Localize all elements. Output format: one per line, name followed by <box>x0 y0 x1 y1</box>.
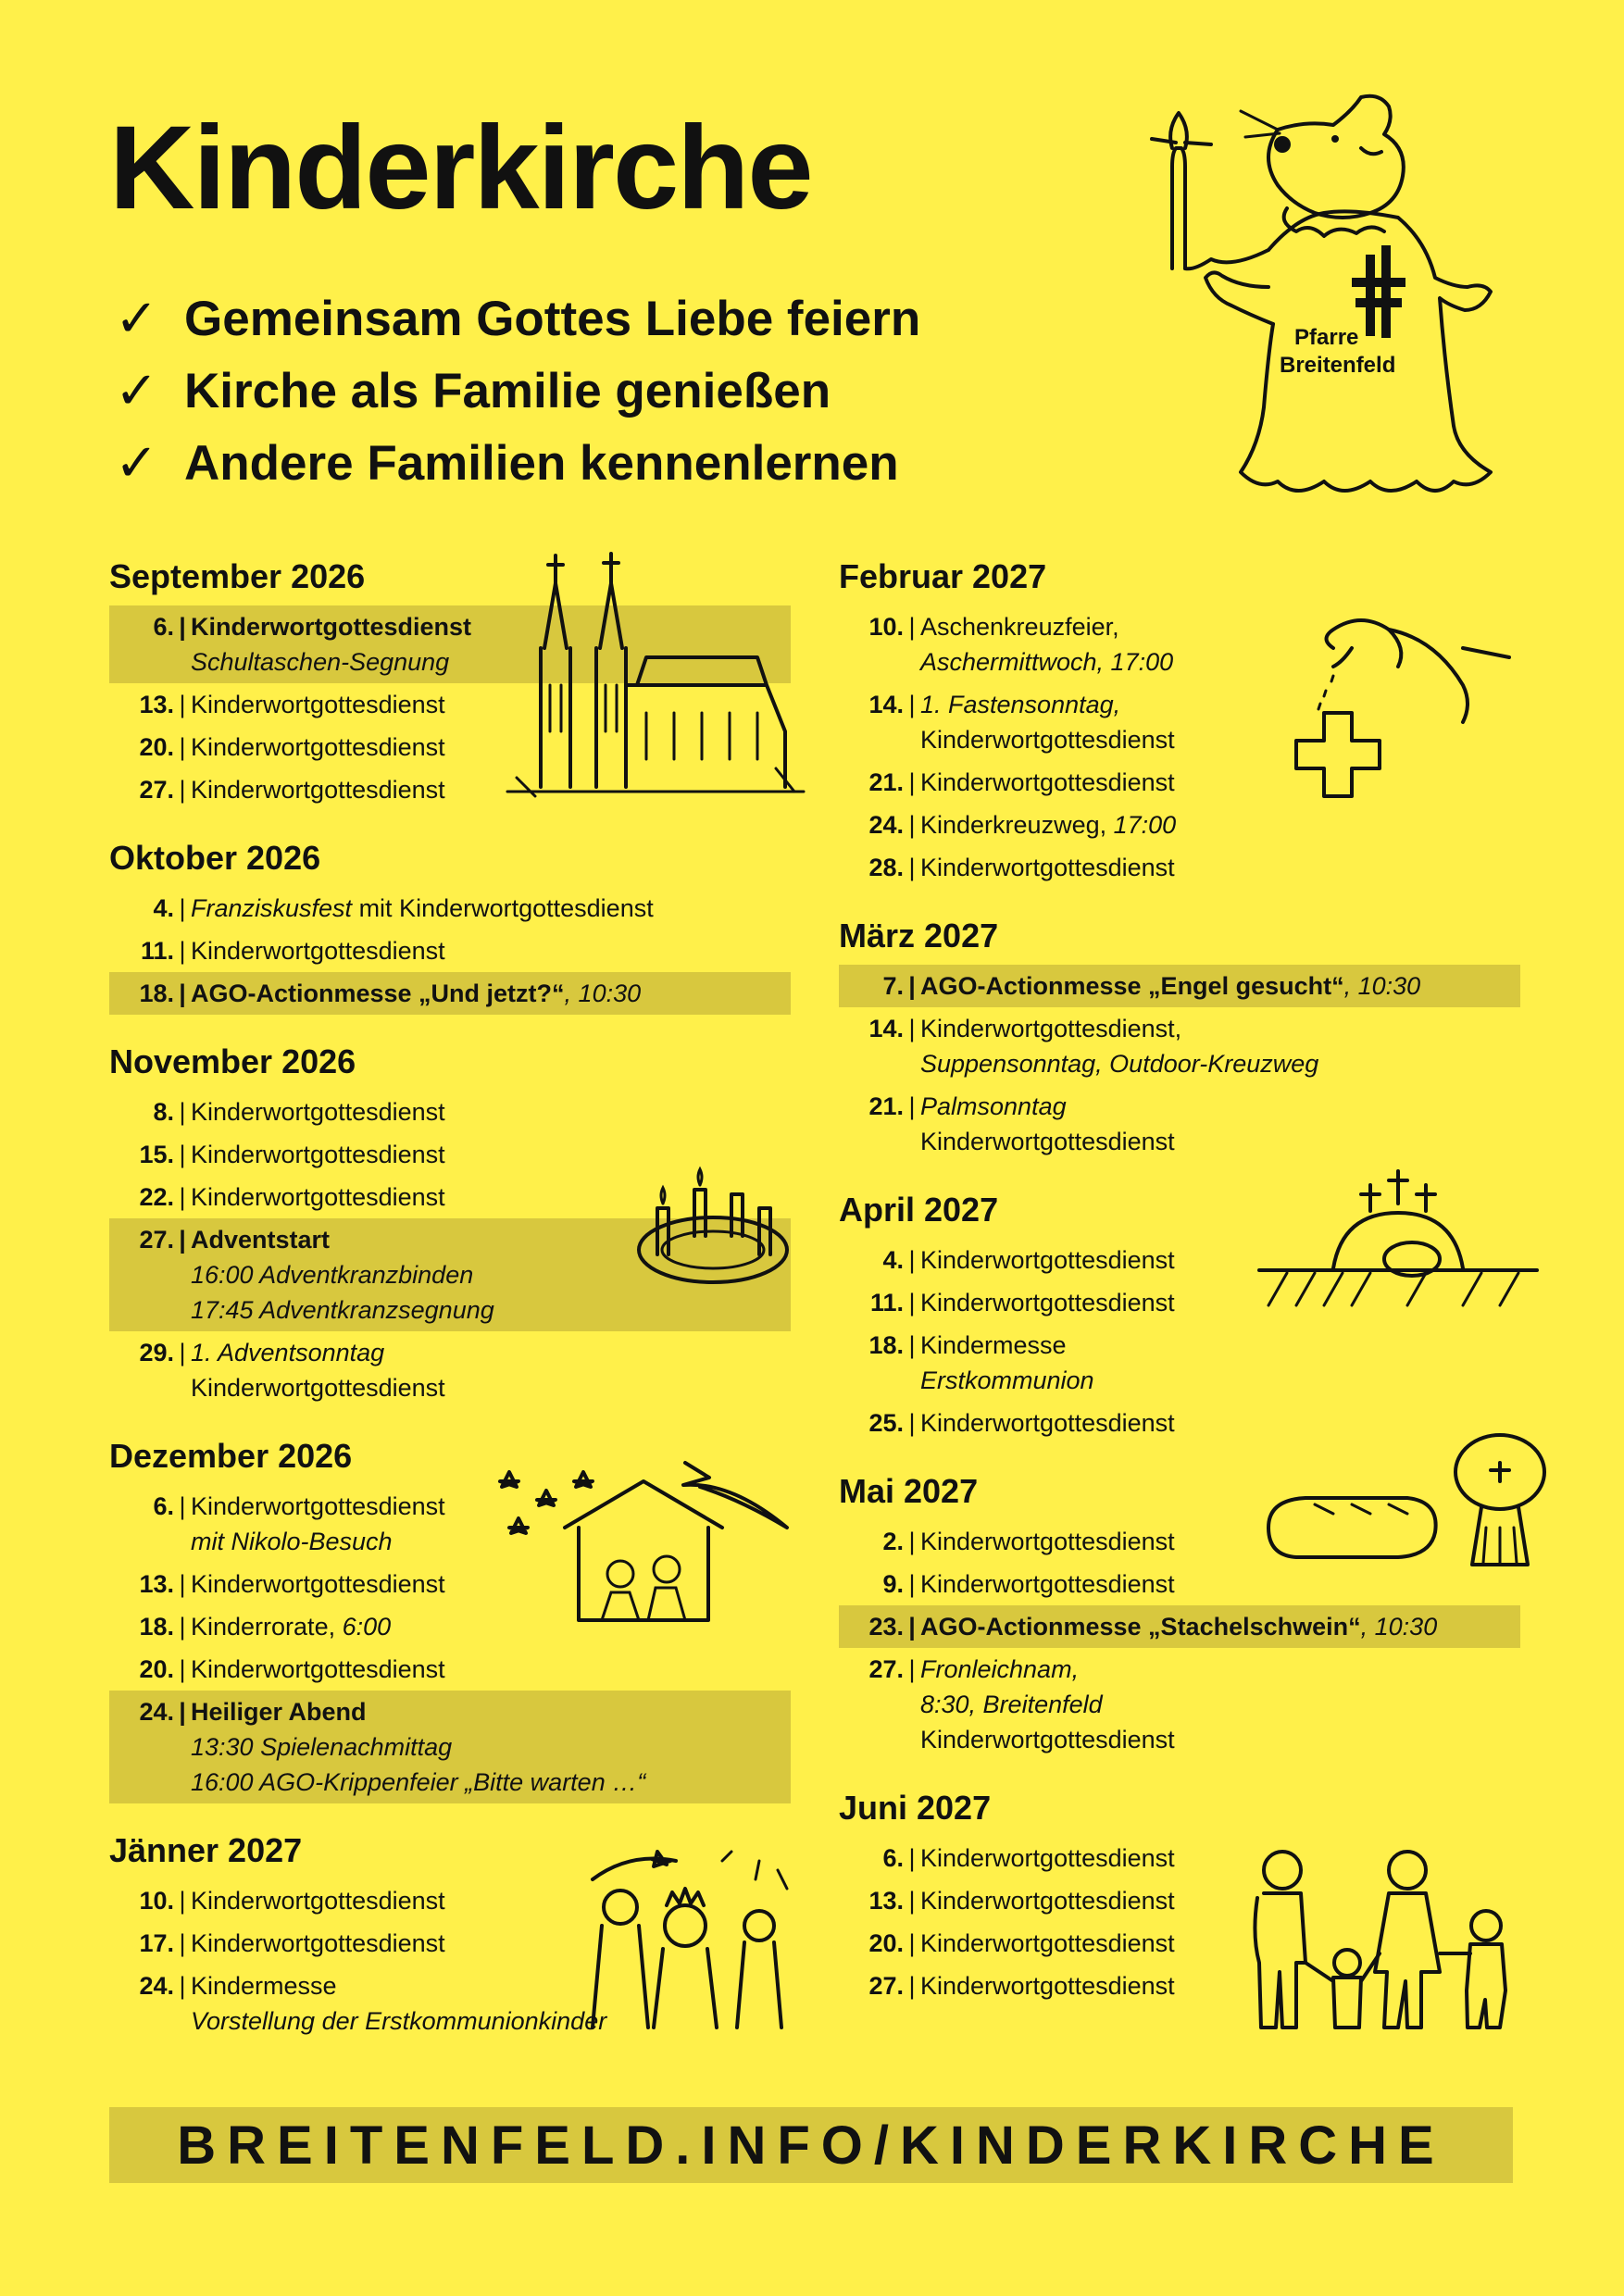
entry-day: 11. <box>140 937 174 965</box>
entry-content <box>920 968 1520 1004</box>
entry-line <box>191 1729 791 1765</box>
entry-line <box>920 1089 1520 1124</box>
entry-day: 15. <box>139 1141 174 1168</box>
month-title: November 2026 <box>109 1042 356 1080</box>
schedule-entry <box>839 965 1520 1007</box>
entry-line <box>191 1335 791 1370</box>
entry-line <box>191 1652 791 1687</box>
entry-text: Kinderwortgottesdienst <box>920 726 1175 754</box>
month-title: Juni 2027 <box>839 1789 992 1827</box>
entry-text: Kinderwortgottesdienst <box>920 1128 1175 1155</box>
entry-text: Vorstellung der Erstkommunionkinder <box>191 2007 607 2035</box>
entry-separator: | <box>908 768 916 796</box>
entry-day: 4. <box>882 1246 904 1274</box>
entry-content <box>920 1089 1520 1159</box>
entry-line <box>920 1328 1520 1363</box>
entry-separator: | <box>908 1409 916 1437</box>
feature-item <box>115 355 920 427</box>
entry-text: 13:30 Spielenachmittag <box>191 1733 453 1761</box>
entry-line <box>920 1609 1520 1644</box>
entry-separator: | <box>179 894 186 922</box>
entry-day: 18. <box>139 1613 174 1641</box>
entry-text: Kinderwortgottesdienst, <box>920 1015 1182 1042</box>
three-kings-icon <box>574 1842 806 2046</box>
checkmark-icon: ✓ <box>115 433 158 492</box>
entry-day: 21. <box>868 1092 904 1120</box>
entry-day: 24. <box>139 1698 174 1726</box>
entry-text: Kinderwortgottesdienst <box>191 1098 445 1126</box>
entry-separator: | <box>908 691 916 718</box>
entry-text: Kinderwortgottesdienst <box>191 1183 445 1211</box>
entry-line <box>920 968 1520 1004</box>
empty-tomb-icon <box>1259 1167 1546 1315</box>
entry-text: Fronleichnam, <box>920 1655 1080 1683</box>
entry-text: Kinderwortgottesdienst <box>920 854 1175 881</box>
entry-text: , 10:30 <box>1343 972 1421 1000</box>
mascot-mouse-icon <box>1139 56 1546 546</box>
entry-text: Kinderwortgottesdienst <box>920 1887 1175 1915</box>
entry-line <box>191 891 791 926</box>
entry-content <box>920 850 1520 885</box>
entry-separator: | <box>908 1844 916 1872</box>
month-title: September 2026 <box>109 557 366 595</box>
entry-text: Adventstart <box>191 1226 331 1254</box>
entry-line <box>920 1124 1520 1159</box>
entry-day: 6. <box>153 613 174 641</box>
entry-separator: | <box>908 1570 916 1598</box>
entry-line <box>191 976 791 1011</box>
entry-text: Kinderwortgottesdienst <box>191 1570 445 1598</box>
entry-content <box>191 891 791 926</box>
entry-day: 27. <box>868 1655 904 1683</box>
entry-day: 21. <box>868 768 904 796</box>
entry-separator: | <box>179 1141 186 1168</box>
entry-day: 2. <box>882 1528 904 1555</box>
advent-wreath-icon <box>630 1162 796 1292</box>
entry-text: Kinderwortgottesdienst <box>191 1141 445 1168</box>
page-title: Kinderkirche <box>109 102 812 234</box>
month-title: Mai 2027 <box>839 1472 979 1510</box>
entry-content <box>920 1011 1520 1081</box>
entry-text: Erstkommunion <box>920 1366 1094 1394</box>
entry-content <box>191 933 791 968</box>
entry-text: Kinderwortgottesdienst <box>920 1409 1175 1437</box>
entry-separator: | <box>908 1015 916 1042</box>
schedule-entry <box>839 1085 1520 1163</box>
month-title: Februar 2027 <box>839 557 1047 595</box>
entry-content <box>191 1094 791 1129</box>
entry-text: 17:00 <box>1113 811 1177 839</box>
footer-url[interactable]: BREITENFELD.INFO/KINDERKIRCHE <box>109 2107 1513 2183</box>
entry-separator: | <box>908 1092 916 1120</box>
entry-text: AGO-Actionmesse „Und jetzt?“ <box>191 980 565 1007</box>
entry-separator: | <box>179 937 186 965</box>
entry-day: 20. <box>139 1655 174 1683</box>
mascot-shirt-line1: Pfarre <box>1294 325 1359 350</box>
entry-line <box>920 1363 1520 1398</box>
entry-text: Kinderwortgottesdienst <box>920 1246 1175 1274</box>
entry-text: , 10:30 <box>564 980 642 1007</box>
entry-day: 14. <box>868 691 904 718</box>
entry-separator: | <box>179 1226 186 1254</box>
entry-text: AGO-Actionmesse „Engel gesucht“ <box>920 972 1344 1000</box>
entry-line <box>920 1652 1520 1687</box>
entry-text: mit Nikolo-Besuch <box>191 1528 393 1555</box>
month-section <box>109 833 791 1015</box>
entry-day: 8. <box>153 1098 174 1126</box>
entry-day: 9. <box>882 1570 904 1598</box>
entry-separator: | <box>179 613 186 641</box>
entry-separator: | <box>908 1887 916 1915</box>
entry-separator: | <box>179 733 186 761</box>
entry-content <box>920 1609 1520 1644</box>
entry-line <box>920 1687 1520 1722</box>
entry-day: 23. <box>868 1613 904 1641</box>
schedule-entry <box>109 972 791 1015</box>
entry-text: Kinderwortgottesdienst <box>191 613 472 641</box>
entry-text: Kinderwortgottesdienst <box>920 1570 1175 1598</box>
entry-text: , 10:30 <box>1360 1613 1438 1641</box>
entry-line <box>920 1011 1520 1046</box>
entry-separator: | <box>908 811 916 839</box>
entry-day: 27. <box>139 1226 174 1254</box>
entry-text: Franziskusfest <box>191 894 353 922</box>
nativity-stable-icon <box>491 1454 796 1639</box>
entry-text: Kinderwortgottesdienst <box>920 1972 1175 2000</box>
entry-separator: | <box>908 1972 916 2000</box>
entry-separator: | <box>908 1246 916 1274</box>
entry-text: 1. Fastensonntag, <box>920 691 1121 718</box>
entry-separator: | <box>908 613 916 641</box>
entry-text: Kinderwortgottesdienst <box>191 691 445 718</box>
entry-separator: | <box>908 1528 916 1555</box>
entry-separator: | <box>908 972 916 1000</box>
entry-separator: | <box>179 1098 186 1126</box>
entry-separator: | <box>179 1339 186 1366</box>
entry-line <box>191 1292 791 1328</box>
entry-text: 8:30, Breitenfeld <box>920 1691 1103 1718</box>
month-title: April 2027 <box>839 1191 999 1229</box>
entry-day: 20. <box>139 733 174 761</box>
entry-content <box>920 1566 1520 1602</box>
bread-icon <box>1259 1481 1444 1565</box>
entry-day: 25. <box>868 1409 904 1437</box>
entry-text: Kinderwortgottesdienst <box>191 733 445 761</box>
entry-day: 24. <box>868 811 904 839</box>
entry-day: 7. <box>882 972 904 1000</box>
entry-text: 16:00 AGO-Krippenfeier „Bitte warten …“ <box>191 1768 646 1796</box>
entry-line <box>920 1046 1520 1081</box>
entry-text: AGO-Actionmesse „Stachelschwein“ <box>920 1613 1361 1641</box>
schedule-entry <box>109 1648 791 1691</box>
monstrance-icon <box>1444 1426 1555 1574</box>
entry-text: 16:00 Adventkranzbinden <box>191 1261 474 1289</box>
entry-separator: | <box>179 1698 186 1726</box>
entry-line <box>920 850 1520 885</box>
checkmark-icon: ✓ <box>115 289 158 347</box>
entry-text: Kinderwortgottesdienst <box>191 1887 445 1915</box>
entry-day: 29. <box>139 1339 174 1366</box>
entry-text: 1. Adventsonntag <box>191 1339 385 1366</box>
entry-separator: | <box>179 776 186 804</box>
entry-line <box>920 1722 1520 1757</box>
entry-separator: | <box>179 1887 186 1915</box>
entry-day: 14. <box>868 1015 904 1042</box>
entry-day: 17. <box>139 1929 174 1957</box>
entry-text: Kindermesse <box>191 1972 337 2000</box>
entry-text: Kinderkreuzweg, <box>920 811 1114 839</box>
entry-day: 6. <box>153 1492 174 1520</box>
entry-line <box>191 933 791 968</box>
checkmark-icon: ✓ <box>115 361 158 419</box>
entry-content <box>191 1652 791 1687</box>
schedule-entry <box>839 1605 1520 1648</box>
entry-separator: | <box>179 1613 186 1641</box>
feature-item <box>115 427 920 499</box>
entry-text: Kinderwortgottesdienst <box>191 1655 445 1683</box>
entry-text: Kinderwortgottesdienst <box>920 1528 1175 1555</box>
entry-day: 6. <box>882 1844 904 1872</box>
feature-item <box>115 282 920 355</box>
entry-separator: | <box>179 1183 186 1211</box>
entry-separator: | <box>179 1972 186 2000</box>
entry-line <box>191 1094 791 1129</box>
entry-content <box>191 976 791 1011</box>
entry-line <box>920 1566 1520 1602</box>
entry-text: Kinderrorate, <box>191 1613 343 1641</box>
feature-text: Andere Familien kennenlernen <box>184 435 899 491</box>
mascot-shirt-line2: Breitenfeld <box>1280 353 1396 378</box>
schedule-entry <box>109 887 791 930</box>
entry-day: 18. <box>139 980 174 1007</box>
month-title: März 2027 <box>839 917 999 955</box>
entry-day: 27. <box>139 776 174 804</box>
month-title: Dezember 2026 <box>109 1437 353 1475</box>
entry-text: Kinderwortgottesdienst <box>191 1492 445 1520</box>
entry-text: Kinderwortgottesdienst <box>191 1929 445 1957</box>
entry-text: Palmsonntag <box>920 1092 1067 1120</box>
entry-day: 11. <box>869 1289 904 1316</box>
entry-day: 4. <box>153 894 174 922</box>
entry-text: Kinderwortgottesdienst <box>920 1929 1175 1957</box>
ash-cross-icon <box>1278 611 1546 815</box>
entry-content <box>191 1335 791 1405</box>
entry-text: 17:45 Adventkranzsegnung <box>191 1296 494 1324</box>
family-icon <box>1241 1842 1546 2046</box>
entry-separator: | <box>908 854 916 881</box>
entry-text: Heiliger Abend <box>191 1698 367 1726</box>
entry-separator: | <box>908 1289 916 1316</box>
entry-content <box>920 1328 1520 1398</box>
entry-day: 20. <box>868 1929 904 1957</box>
schedule-entry <box>109 1331 791 1409</box>
entry-day: 24. <box>139 1972 174 2000</box>
entry-text: Kinderwortgottesdienst <box>920 1844 1175 1872</box>
schedule-entry <box>109 1691 791 1803</box>
church-icon <box>507 546 804 805</box>
schedule-entry <box>109 930 791 972</box>
entry-separator: | <box>908 1613 916 1641</box>
schedule-entry <box>109 1091 791 1133</box>
entry-text: Kinderwortgottesdienst <box>920 1726 1175 1753</box>
entry-day: 18. <box>868 1331 904 1359</box>
entry-line <box>191 1370 791 1405</box>
entry-separator: | <box>908 1655 916 1683</box>
feature-text: Gemeinsam Gottes Liebe feiern <box>184 291 921 346</box>
month-title: Jänner 2027 <box>109 1831 303 1869</box>
schedule-entry <box>839 1402 1520 1444</box>
entry-separator: | <box>179 1929 186 1957</box>
entry-separator: | <box>179 691 186 718</box>
entry-line <box>920 1405 1520 1441</box>
entry-content <box>920 1652 1520 1757</box>
entry-separator: | <box>908 1331 916 1359</box>
entry-text: Kinderwortgottesdienst <box>920 1289 1175 1316</box>
schedule-entry <box>839 1007 1520 1085</box>
entry-line <box>191 1765 791 1800</box>
entry-content <box>191 1694 791 1800</box>
month-title: Oktober 2026 <box>109 839 321 877</box>
entry-day: 10. <box>139 1887 174 1915</box>
entry-separator: | <box>179 1492 186 1520</box>
entry-day: 10. <box>868 613 904 641</box>
entry-text: Aschermittwoch, 17:00 <box>920 648 1174 676</box>
entry-day: 28. <box>868 854 904 881</box>
entry-day: 13. <box>139 691 174 718</box>
entry-text: Kinderwortgottesdienst <box>191 1374 445 1402</box>
entry-text: mit Kinderwortgottesdienst <box>352 894 654 922</box>
entry-day: 27. <box>868 1972 904 2000</box>
month-section <box>839 911 1520 1163</box>
entry-separator: | <box>908 1929 916 1957</box>
entry-day: 13. <box>139 1570 174 1598</box>
entry-separator: | <box>179 980 186 1007</box>
entry-text: Aschenkreuzfeier, <box>920 613 1119 641</box>
feature-text: Kirche als Familie genießen <box>184 363 831 418</box>
entry-text: Kinderwortgottesdienst <box>191 937 445 965</box>
entry-text: Kindermesse <box>920 1331 1067 1359</box>
entry-text: Kinderwortgottesdienst <box>920 768 1175 796</box>
entry-text: 6:00 <box>342 1613 392 1641</box>
entry-separator: | <box>179 1655 186 1683</box>
entry-line <box>191 1694 791 1729</box>
schedule-entry <box>839 846 1520 889</box>
entry-separator: | <box>179 1570 186 1598</box>
entry-content <box>920 1405 1520 1441</box>
parish-logo-icon <box>1352 245 1405 338</box>
schedule-entry <box>839 1324 1520 1402</box>
entry-text: Schultaschen-Segnung <box>191 648 450 676</box>
entry-text: Suppensonntag, Outdoor-Kreuzweg <box>920 1050 1319 1078</box>
entry-text: Kinderwortgottesdienst <box>191 776 445 804</box>
schedule-entry <box>839 1648 1520 1761</box>
entry-day: 22. <box>139 1183 174 1211</box>
schedule-entry <box>839 1563 1520 1605</box>
feature-list <box>115 282 920 499</box>
entry-day: 13. <box>868 1887 904 1915</box>
